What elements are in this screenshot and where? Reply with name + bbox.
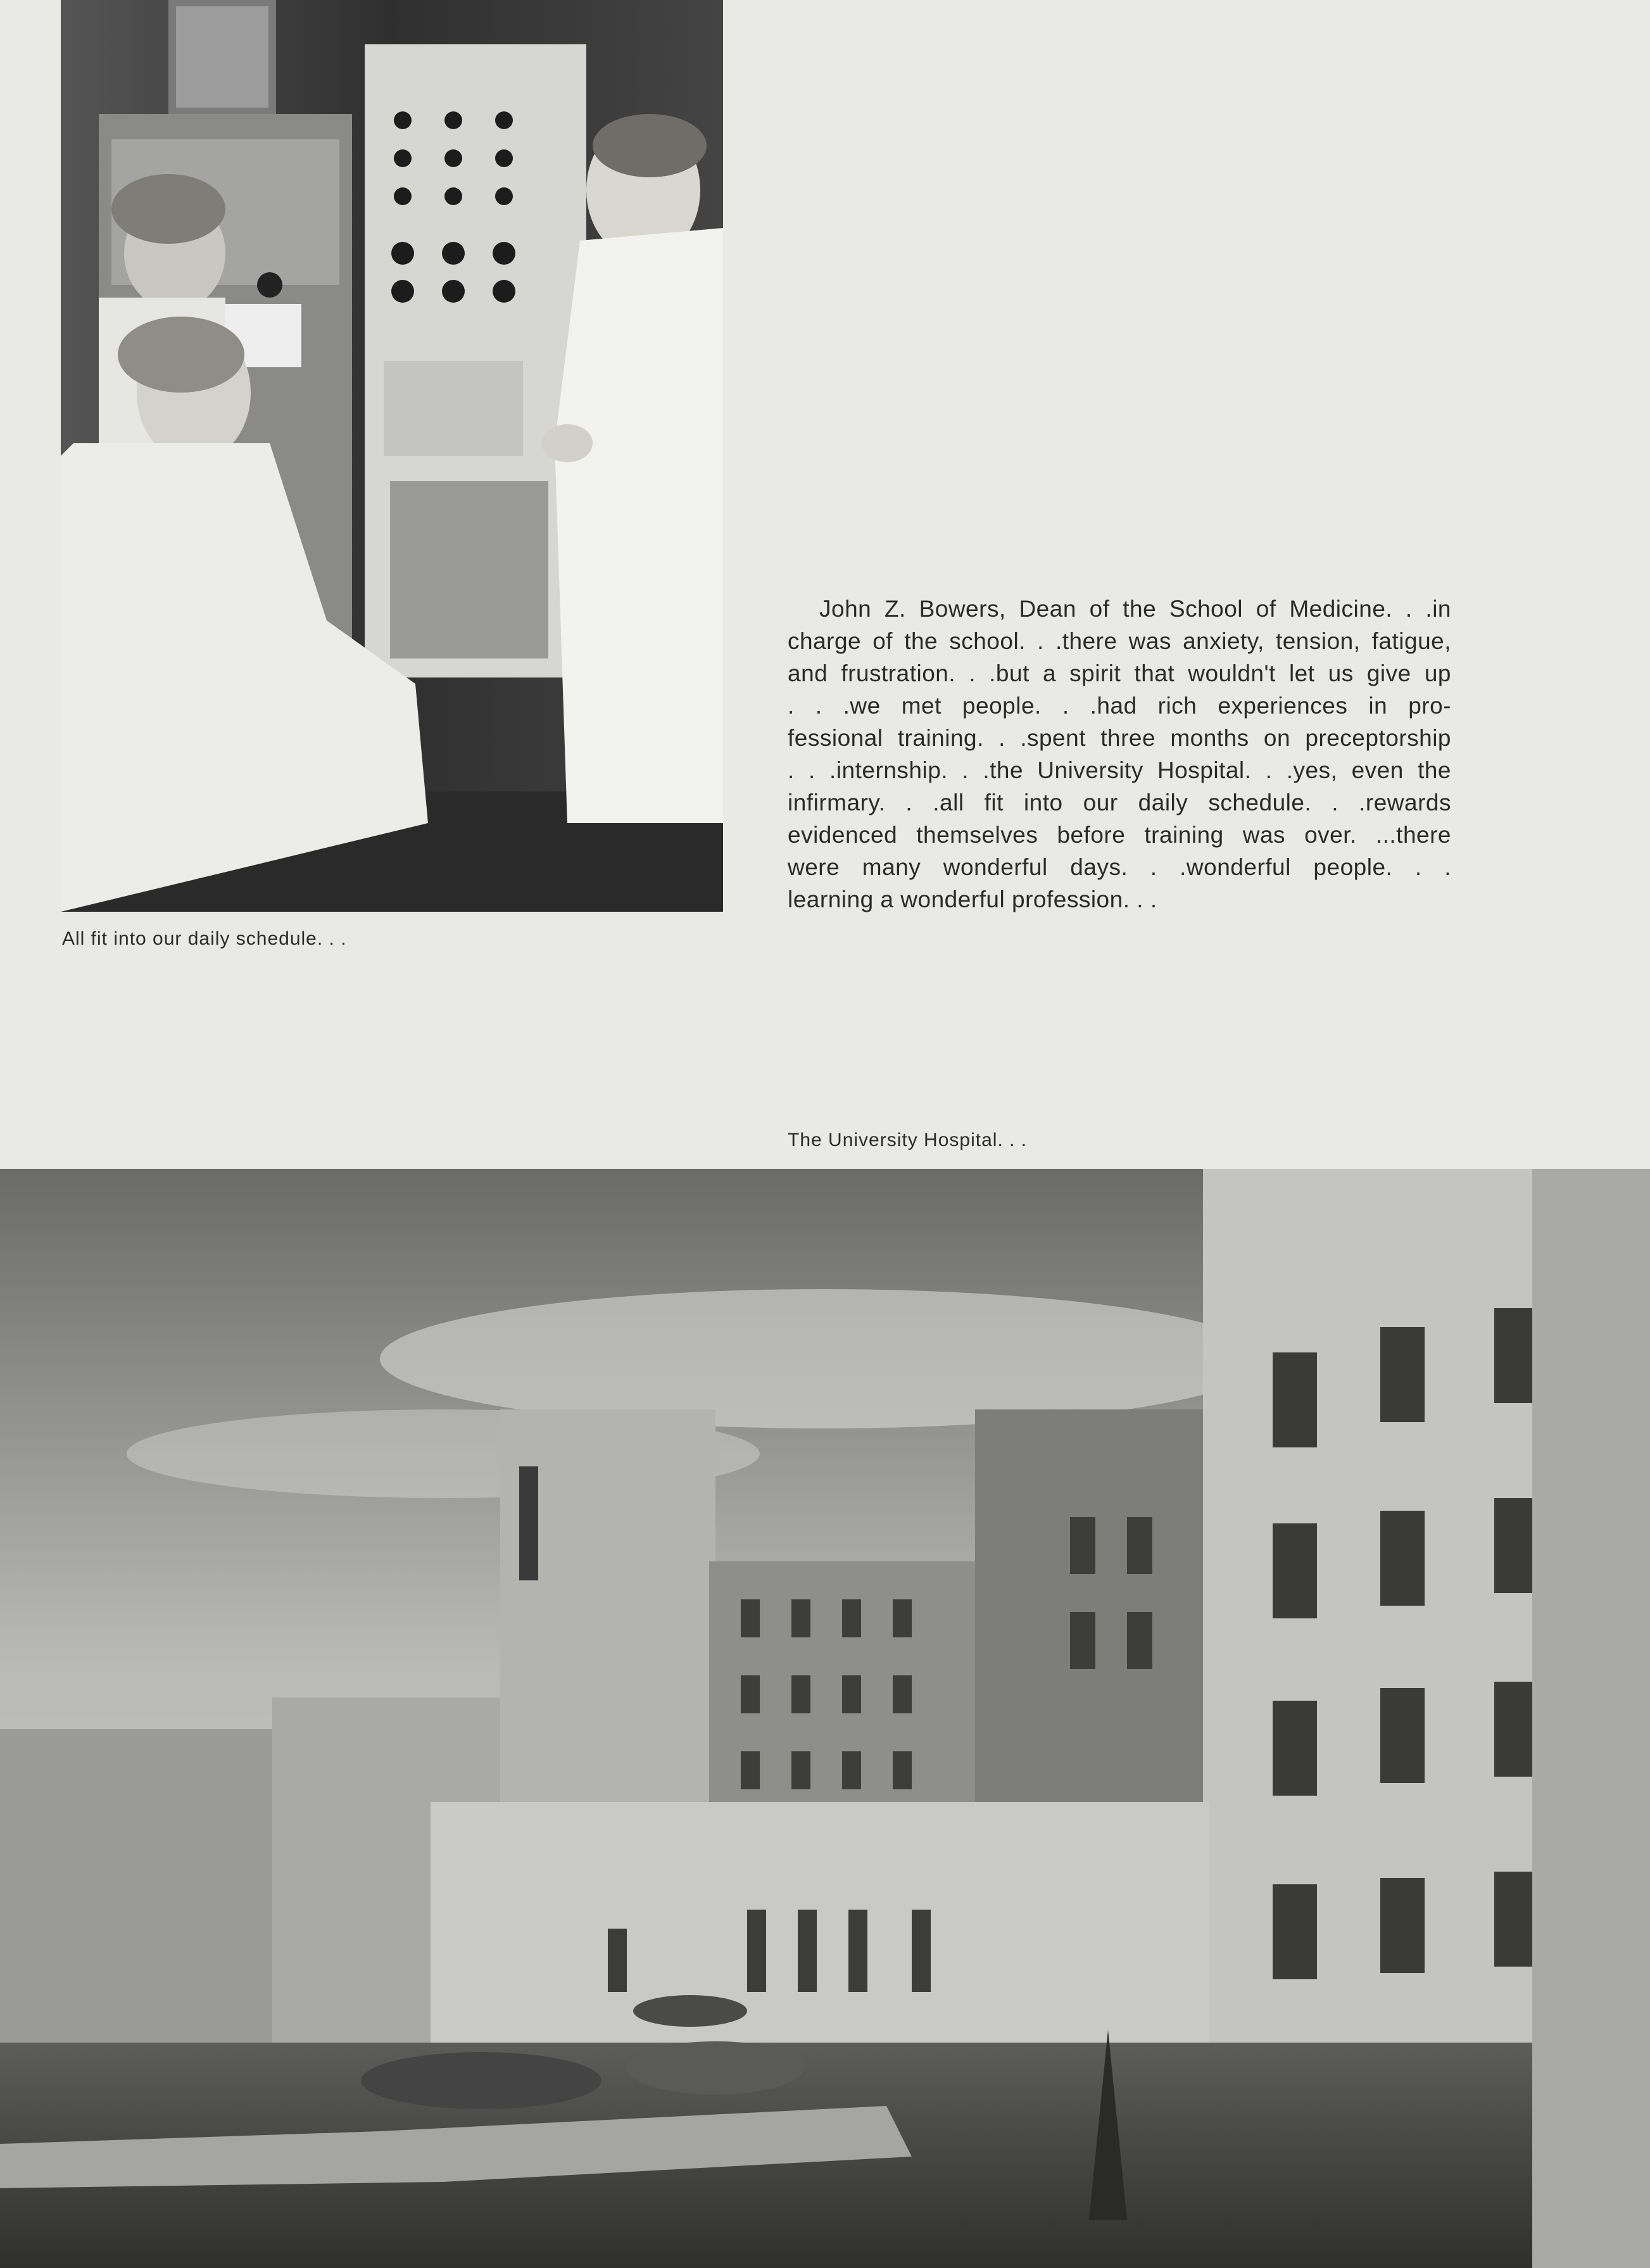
body-line: . . .we met people. . .had rich experiences in pro- — [788, 693, 1451, 719]
body-line: were many wonderful days. . .wonderful people. . . — [788, 854, 1451, 880]
body-line: fessional training. . .spent three months on preceptorship — [788, 725, 1451, 751]
hospital-photo-caption: The University Hospital. . . — [788, 1130, 1028, 1150]
hospital-scene — [0, 1169, 1650, 2268]
body-line: . . .internship. . .the University Hospital. . .yes, even the — [788, 757, 1451, 783]
body-line: charge of the school. . .there was anxiety, tension, fatigue, — [788, 628, 1451, 654]
body-line: evidenced themselves before training was over. ...there — [788, 822, 1451, 848]
body-paragraph — [788, 593, 1451, 916]
lab-photo-caption: All fit into our daily schedule. . . — [62, 928, 347, 949]
body-line: and frustration. . .but a spirit that wouldn't let us give up — [788, 660, 1451, 686]
lab-scene — [61, 0, 723, 912]
body-line: infirmary. . .all fit into our daily schedule. . .rewards — [788, 790, 1451, 816]
lab-photograph — [61, 0, 723, 912]
body-line: John Z. Bowers, Dean of the School of Medicine. . .in — [819, 596, 1451, 622]
hospital-photograph — [0, 1169, 1650, 2268]
body-line: learning a wonderful profession. . . — [788, 886, 1157, 912]
